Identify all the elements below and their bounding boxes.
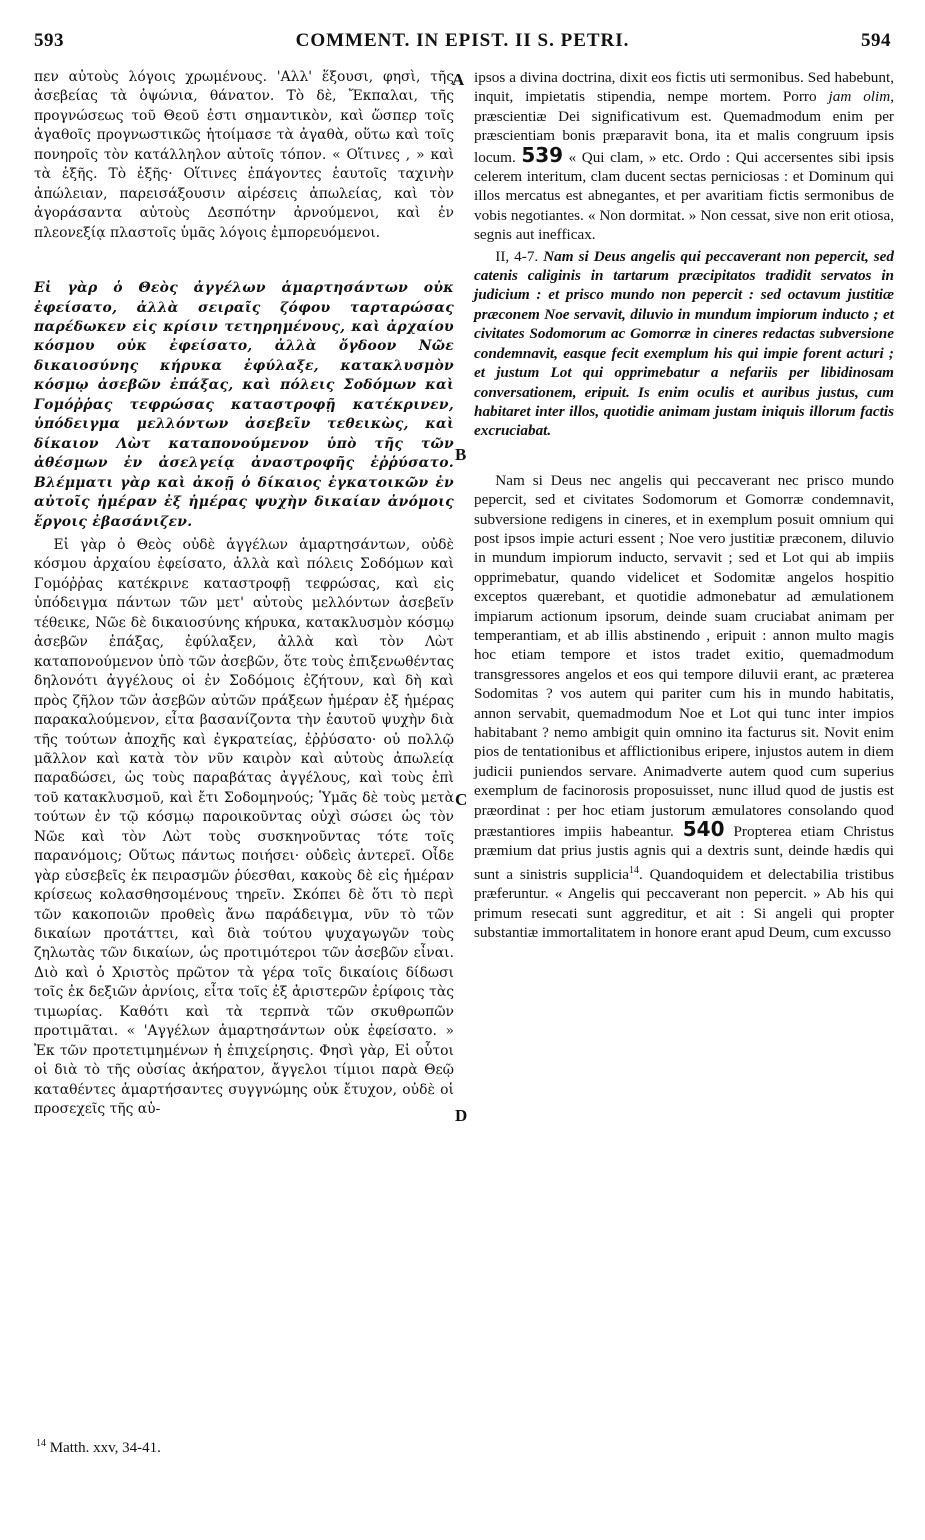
latin-commentary-2 (474, 471, 894, 943)
greek-scripture-text: Εἰ γὰρ ὁ Θεὸς ἀγγέλων ἁμαρτησάντων οὐκ ἐφείσατο, ἀλλὰ σειραῖς ζόφου ταρταρώσας παρέδωκεν εἰς κρίσιν τετηρημένους, καὶ ἀρχαίου κόσμου οὐκ ἐφείσατο, ἀλλὰ ὄγδοον Νῶε δικαιοσύνης κήρυκα ἐφύλαξε, κατακλυσμὸν κόσμῳ ἀσεβῶν ἐπάξας, καὶ πόλεις Σοδόμων καὶ Γομόῤῥας τεφρώσας καταστροφῇ κατέκρινεν, ὑπόδειγμα μελλόντων ἀσεβεῖν τεθεικὼς, καὶ δίκαιον Λὼτ καταπονούμενον ὑπὸ τῆς τῶν ἀθέσμων ἐν ἀσελγείᾳ ἀναστροφῆς ἐῤῥύσατο. Βλέμματι γὰρ καὶ ἀκοῇ ὁ δίκαιος ἐγκατοικῶν ἐν αὐτοῖς ἡμέραν ἐξ ἡμέρας ψυχὴν δικαίαν ἀνόμοις ἔργοις ἐβασάνιζεν. (34, 280, 454, 530)
running-title: COMMENT. IN EPIST. II S. PETRI. (295, 30, 630, 51)
page-number-right: 594 (861, 30, 891, 51)
page-header (34, 30, 891, 60)
margin-marker-c: C (455, 790, 468, 809)
latin-text: , præscientiæ Dei significativum est. Quemadmodum enim per præscientiam bonis præparavit bona, ita et malis congruum ipsis locum. (474, 88, 895, 166)
latin-text: Propterea etiam Christus præmium dat prius justis agnis qui a dextris sunt, deinde hædis qui sunt a sinistris supplicia (474, 823, 895, 883)
greek-commentary-1: πεν αὐτοὺς λόγοις χρωμένους. 'Αλλ' ἕξουσι, φησὶ, τῆς ἀσεβείας τὰ ὀψώνια, θάνατον. Τὸ δὲ, Ἔκπαλαι, τῆς προγνώσεως τοῦ Θεοῦ ἐστι σημαντικὸν, καὶ ὥσπερ τοῖς ἀγαθοῖς προγνωστικῶς ἡτοίμασε τὰ ἀγαθὰ, οὕτω καὶ τοῖς πονηροῖς τὸν κατάλληλον αὐτοῖς τόπον. « Οἵτινες , » καὶ τὰ ἑξῆς. Τὸ ἑξῆς· Οἵτινες ἐπάγοντες ἑαυτοῖς ταχινὴν ἀπώλειαν, παρεισάξουσιν αἱρέσεις ἀπωλείας, καὶ τὸν ἀγοράσαντα αὐτοὺς Δεσπότην ἀρνούμενοι, καὶ ἐν πλεονεξίᾳ πλαστοῖς ὑμᾶς λόγοις ἐμπορευόμενοι. (34, 69, 454, 241)
column-number-539: 539 (521, 142, 564, 167)
latin-commentary-1 (474, 68, 894, 245)
latin-text: ipsos a divina doctrina, dixit eos fictis uti sermonibus. Sed habebunt, inquit, impietatis stipendia, nempe mortem. Porro (474, 69, 894, 106)
latin-italic-phrase: jam olim (828, 88, 891, 106)
margin-marker-a: A (452, 70, 465, 89)
footnote-reference: 14 (628, 864, 639, 876)
latin-scripture-text (474, 247, 894, 441)
latin-text: Nam si Deus nec angelis qui peccaverant nec prisco mundo pepercit, sed et civitates Sodomorum et Gomorræ condemnavit, subversione redigens in cineres, et in exemplum posuit omnium qui post ipsos impie acturi essent ; Noe vero justitiæ præconem, diluvio in mundum impiorum inducto, servavit ; sed et Lot qui ab impiis opprimebatur, quando videlicet et Sodomitæ angelos hospitio exceptos quærebant, et quotidie admonebatur ad æmulationem impiarum actionum ipsorum, deinde suam cruciabat animam per temperantiam, et ab illis abstinendo , eripuit : annon multo magis hoc etiam tempore et istos tradet exitio, quemadmodum transgressores angelos et eos qui tempore diluvii erant, ac præterea Sodomitas ? vos autem qui pariter cum his in mundo habitatis, annon servabit, quemadmodum Noe et Lot qui tunc inter impios habitabant ? nemo ambigit quin omnino ita facturus sit. Novit enim pios de tentationibus et afflictionibus eripere, injustos autem in diem judicii puniendos servare. Animadverte autem quod cum superius exemplum de facinorosis proposuisset, nunc illud quod de justis est præordinat : per hoc etiam justorum æmulatores consolando quod præstantiores impiis habeantur. (474, 471, 894, 841)
verse-reference: II, 4-7. (495, 247, 539, 265)
latin-text: « Qui clam, » etc. Ordo : Qui accersentes sibi ipsis celerem interitum, clam ducent sectas perniciosas : et Dominum qui illos mercatus est abnegantes, et per avaritiam fictis sermonibus de vobis negotiantes. « Non dormitat. » Non cessat, sive non erit otiosa, segnis aut inefficax. (474, 148, 894, 244)
latin-scripture-italic: Nam si Deus angelis qui peccaverant non pepercit, sed catenis caliginis in tartarum præcipitatos tradidit servatos in judicium : et prisco mundo non pepercit : sed octavum justitiæ præconem Noe servavit, diluvio in mundum impiorum inducto ; et civitates Sodomorum ac Gomorræ in cineres redactas subversione condemnavit, easque fecit exemplum his qui impie forent acturi ; et justum Lot qui opprimebatur a nefariis per libidinosam conversationem, eripuit. Is enim oculis et auribus justus, cum habitaret inter illos, quotidie animam justam iniquis illorum factis excruciabat. (474, 247, 895, 440)
footnote-number: 14 (36, 1438, 46, 1449)
greek-column (34, 68, 454, 1120)
footnote-text: Matth. xxv, 34-41. (49, 1440, 161, 1456)
page-number-left: 593 (34, 30, 64, 51)
greek-commentary-2: Εἰ γὰρ ὁ Θεὸς οὐδὲ ἀγγέλων ἁμαρτησάντων, οὐδὲ κόσμου ἀρχαίου ἐφείσατο, ἀλλὰ καὶ πόλεις Σοδόμων καὶ Γομόῤῥας κατέκρινε καταστροφῇ τεφρώσας, καὶ εἰς ὑπόδειγμα πάντων τῶν μετ' αὐτοὺς μελλόντων ἀσεβεῖν τέθεικε, Νῶε δὲ δικαιοσύνης κήρυκα, κατακλυσμὸν κόσμῳ ἀσεβῶν ἐπάξας, ἐφύλαξεν, ἀλλὰ καὶ τὸν Λὼτ καταπονούμενον ὑπὸ τῶν ἀσεβῶν, ὅτε τοὺς ἐπιξενωθέντας δηλονότι ἀγγέλους οἱ ἐν Σοδόμοις ἐζήτουν, καὶ δὴ καὶ πρὸς ζῆλον τῶν ἀσεβῶν αὐτῶν πράξεων ἡμέραν ἐξ ἡμέρας παρακαλούμενον, εἶτα βασανίζοντα τὴν ἑαυτοῦ ψυχὴν διὰ τῆς τούτων ἀποχῆς καὶ ἐγκρατείας, ἐῤῥύσατο· οὐ πολλῷ μᾶλλον καὶ κατὰ τὸν νῦν καιρὸν καὶ αὐτοὺς ἀπωλείᾳ παραδώσει, ὡς τοὺς παραβάτας ἀγγέλους, καὶ τοὺς ἐπὶ τοῦ κατακλυσμοῦ, καὶ ἔτι Σοδομηνούς; Ὑμᾶς δὲ τοὺς μετὰ τούτων ἐν τῷ κόσμῳ παροικοῦντας οὐχὶ σώσει ὡς τὸν Νῶε καὶ τὸν Λὼτ τοὺς συσκηνοῦντας τότε τοῖς παρανόμοις; Οὕτως πάντως ποιήσει· οὐδεὶς ἀντερεῖ. Οἶδε γὰρ εὐσεβεῖς ἐκ πειρασμῶν ῥύεσθαι, κακοὺς δὲ εἰς ἡμέραν κρίσεως κολασθησομένους τηρεῖν. Σκόπει δὲ ὅτι τὸ περὶ τῶν κακοποιῶν προθεὶς ἄνω παράδειγμα, νῦν τὸ τῶν δικαίων προτάττει, καὶ διὰ τούτου ψυχαγωγῶν τοὺς ζηλωτὰς τῶν δικαίων, ὡς προτιμότεροι τῶν ἀσεβῶν εἶναι. Διὸ καὶ ὁ Χριστὸς πρῶτον τὰ γέρα τοῖς δικαίοις δίδωσι τοῖς ἐκ δεξιῶν ἀρνίοις, εἶτα τοῖς ἐξ ἀριστερῶν ἐρίφοις τὰς τιμωρίας. Καθότι καὶ τὰ τερπνὰ τῶν σκυθρωπῶν προτιμᾶται. « 'Αγγέλων ἁμαρτησάντων οὐκ ἐφείσατο. » Ἐκ τῶν προτετιμημένων ἡ ἐπιχείρησις. Φησὶ γὰρ, Εἰ οὗτοι οἱ διὰ τὸ τῆς οὐσίας ἀκήρατον, ἄγγελοι τίμιοι παρὰ Θεῷ καταθέντες ἁμαρτήσαντες συγγνώμης οὐκ ἔτυχον, οὐδὲ οἱ προσεχεῖς τῆς αὐ- (34, 536, 454, 1118)
column-number-540: 540 (682, 817, 725, 842)
latin-column (474, 68, 894, 943)
margin-marker-d: D (455, 1106, 468, 1125)
margin-marker-b: B (455, 445, 467, 464)
latin-text: . Quandoquidem et delectabilia tristibus præferuntur. « Angelis qui peccaverant non pepercit. » Ab his qui primum resecati sunt aggreditur, et ait : Si angeli qui propter substantiæ immortalitatem in honore erant apud Deum, cum excusso (474, 865, 894, 942)
footnote (36, 1438, 161, 1457)
